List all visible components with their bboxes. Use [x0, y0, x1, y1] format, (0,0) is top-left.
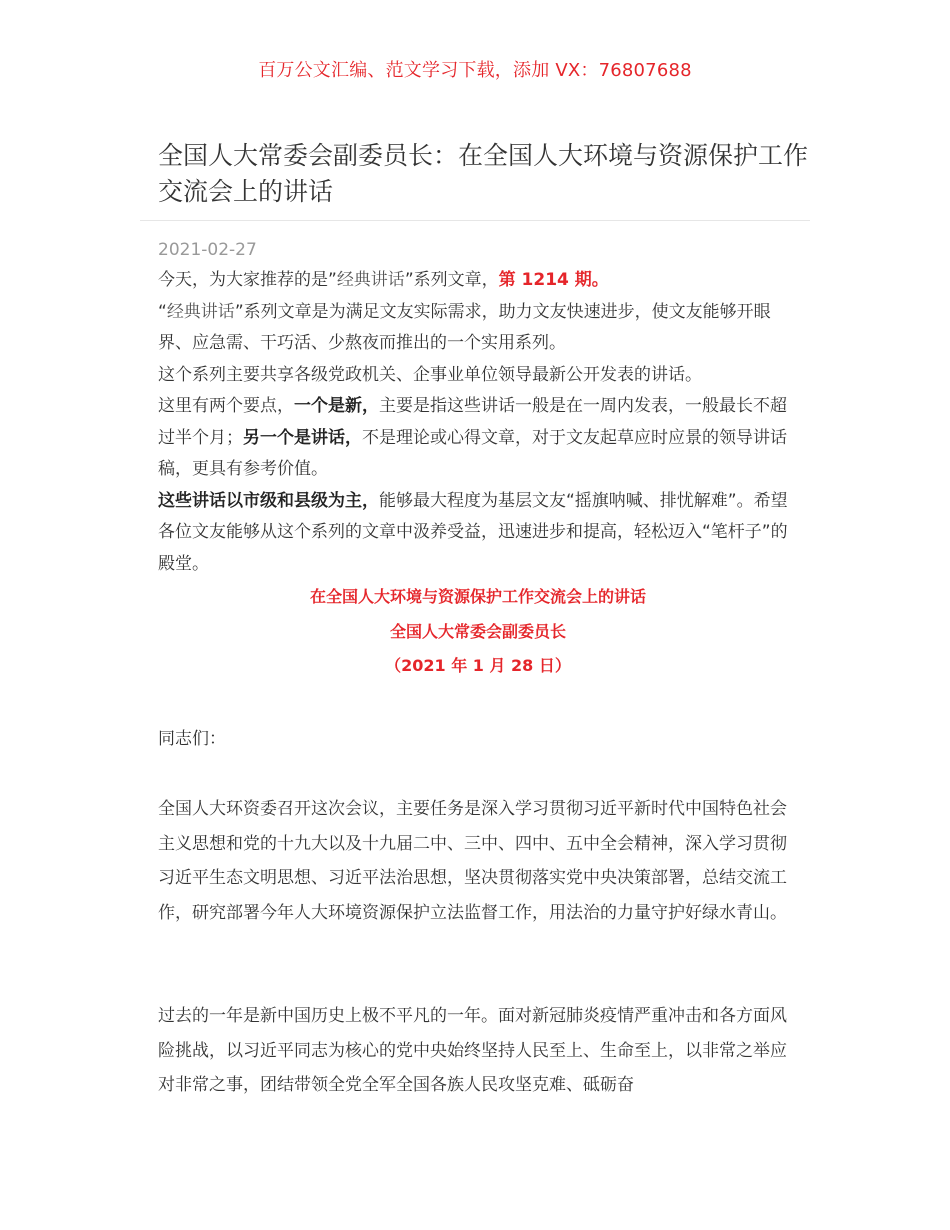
article-title: 全国人大常委会副委员长：在全国人大环境与资源保护工作交流会上的讲话	[158, 141, 809, 206]
intro-text: ”系列文章是为满足文友实际需求，助力文友快速进步，使文友能够开眼界、应急需、干巧活、少熬夜而推出的一个实用系列。	[158, 301, 771, 353]
title-divider	[140, 220, 810, 221]
series-name: 经典讲话	[336, 270, 405, 290]
speech-paragraph-2: 过去的一年是新中国历史上极不平凡的一年。面对新冠肺炎疫情严重冲击和各方面风险挑战，以习近平同志为核心的党中央始终坚持人民至上、生命至上，以非常之举应对非常之事，团结带领全党全军全国各族人民攻坚克难、砥砺奋	[158, 1006, 787, 1095]
promo-banner: 百万公文汇编、范文学习下载，添加 VX：76807688	[258, 60, 692, 81]
speech-speaker: 全国人大常委会副委员长	[389, 621, 566, 641]
speech-greeting: 同志们：	[158, 729, 226, 749]
intro-text: ”系列文章，	[404, 270, 499, 290]
intro-text: 不是理论或心得文章，对于文友起草应时应景的领导讲话稿，更具有参考价值。	[158, 427, 787, 479]
issue-number: 第 1214 期。	[498, 270, 609, 290]
key-point: 另一个是讲话，	[243, 427, 362, 448]
series-name: 经典讲话	[166, 301, 235, 322]
publish-date: 2021-02-27	[158, 240, 257, 260]
intro-paragraph-4	[158, 391, 798, 486]
speech-heading: 在全国人大环境与资源保护工作交流会上的讲话	[309, 587, 646, 606]
intro-paragraph-2	[158, 297, 798, 360]
intro-section	[158, 265, 798, 684]
intro-paragraph-5	[158, 486, 798, 581]
intro-text: 能够最大程度为基层文友“摇旗呐喊、排忧解难”。希望各位文友能够从这个系列的文章中汲养受益，迅速进步和提高，轻松迈入“笔杆子”的殿堂。	[158, 490, 788, 574]
key-point: 这些讲话以市级和县级为主，	[158, 490, 379, 511]
speech-paragraph-1: 全国人大环资委召开这次会议，主要任务是深入学习贯彻习近平新时代中国特色社会主义思想和党的十九大以及十九届二中、三中、四中、五中全会精神，深入学习贯彻习近平生态文明思想、习近平法治思想，坚决贯彻落实党中央决策部署，总结交流工作，研究部署今年人大环境资源保护立法监督工作，用法治的力量守护好绿水青山。	[158, 799, 787, 923]
intro-text: “	[158, 301, 167, 322]
intro-text: 主要是指这些讲话一般是在一周内发表，一般最长不超过半个月；	[158, 396, 787, 448]
key-point: 一个是新，	[294, 396, 379, 416]
intro-text: 这里有两个要点，	[158, 396, 294, 416]
intro-text: 今天，为大家推荐的是”	[158, 270, 337, 290]
intro-paragraph-1	[158, 265, 798, 297]
speech-date: （2021 年 1 月 28 日）	[385, 656, 571, 675]
intro-paragraph-3: 这个系列主要共享各级党政机关、企事业单位领导最新公开发表的讲话。	[158, 364, 702, 385]
